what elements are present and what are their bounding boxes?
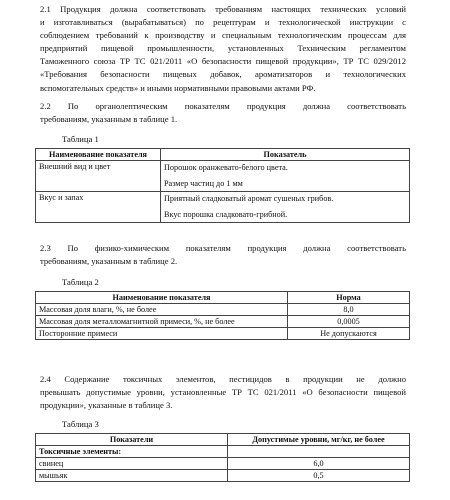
paragraph-line: 2.2 По органолептическим показателям продукция должна соответствовать: [40, 101, 406, 111]
table-header-cell: Показатели: [36, 434, 228, 446]
table-header-cell: Допустимые уровни, мг/кг, не более: [228, 434, 410, 446]
paragraph-2-1: [40, 3, 406, 95]
table-row: [36, 328, 410, 340]
table-2-caption: Таблица 2: [62, 277, 99, 287]
table-2: [35, 291, 410, 340]
paragraph-2-4: [40, 373, 406, 412]
paragraph-line: вспомогательных средств» и иными нормативными правовыми актами РФ.: [40, 82, 316, 93]
table-header-cell: Норма: [288, 292, 410, 304]
table-header-row: [36, 292, 410, 304]
table-cell: [161, 192, 410, 223]
paragraph-line: продукции», указанные в таблице 3.: [40, 400, 173, 411]
table-cell-line: Порошок оранжевато-белого цвета.: [164, 163, 288, 172]
table-3: [35, 433, 410, 482]
paragraph-line: 2.3 По физико-химическим показателям продукция должна соответствовать: [40, 243, 406, 253]
table-cell: свинец: [36, 458, 228, 470]
paragraph-line: соблюдением требований к производству и специальным технологическим процессам для: [40, 30, 406, 41]
table-1-caption: Таблица 1: [62, 134, 99, 144]
table-row: [36, 316, 410, 328]
table-header-cell: Показатель: [161, 149, 410, 161]
table-cell: 0,0005: [288, 316, 410, 328]
table-cell: 0,5: [228, 470, 410, 482]
table-cell: Посторонние примеси: [36, 328, 288, 340]
table-cell-line: Приятный сладковатый аромат сушеных грибов.: [164, 194, 334, 203]
paragraph-line: «Требования безопасности пищевых добавок, ароматизаторов и технологических: [40, 69, 406, 80]
table-cell: Массовая доля металломагнитной примеси, %, не более: [36, 316, 288, 328]
paragraph-line: 2.4 Содержание токсичных элементов, пестицидов в продукции не должно: [40, 374, 406, 384]
paragraph-line: 2.1 Продукция должна соответствовать требованиям настоящих технических условий: [40, 4, 406, 14]
table-row: [36, 161, 410, 192]
table-cell: [228, 446, 410, 458]
paragraph-line: требованиям, указанным в таблице 1.: [40, 114, 178, 125]
table-row: [36, 458, 410, 470]
table-cell: Массовая доля влаги, %, не более: [36, 304, 288, 316]
table-row: [36, 470, 410, 482]
table-row: [36, 192, 410, 223]
table-row: [36, 304, 410, 316]
table-cell: Внешний вид и цвет: [36, 161, 161, 192]
table-cell: Не допускаются: [288, 328, 410, 340]
paragraph-2-2: [40, 100, 406, 126]
table-group-cell: Токсичные элементы:: [36, 446, 228, 458]
table-cell: мышьяк: [36, 470, 228, 482]
paragraph-line: предприятий пищевой промышленности, установленных Техническим регламентом: [40, 43, 406, 54]
table-cell-line: Размер частиц до 1 мм: [164, 179, 243, 188]
table-cell: 6,0: [228, 458, 410, 470]
table-header-cell: Наименование показателя: [36, 292, 288, 304]
table-cell: Вкус и запах: [36, 192, 161, 223]
table-1: [35, 148, 410, 223]
paragraph-line: и изготавливаться (вырабатываться) по рецептурам и технологической инструкции с: [40, 17, 406, 28]
table-header-row: [36, 434, 410, 446]
table-row: [36, 446, 410, 458]
table-cell: 8,0: [288, 304, 410, 316]
table-header-row: [36, 149, 410, 161]
table-cell: [161, 161, 410, 192]
table-cell-line: Вкус порошка сладковато-грибной.: [164, 210, 288, 219]
table-header-cell: Наименование показателя: [36, 149, 161, 161]
table-3-caption: Таблица 3: [62, 419, 99, 429]
paragraph-line: Таможенного союза ТР ТС 021/2011 «О безопасности пищевой продукции», ТР ТС 029/2012: [40, 56, 406, 67]
paragraph-line: требованиям, указанным в таблице 2.: [40, 256, 178, 267]
paragraph-line: превышать допустимые уровни, установленные ТР ТС 021/2011 «О безопасности пищевой: [40, 387, 406, 398]
paragraph-2-3: [40, 242, 406, 268]
